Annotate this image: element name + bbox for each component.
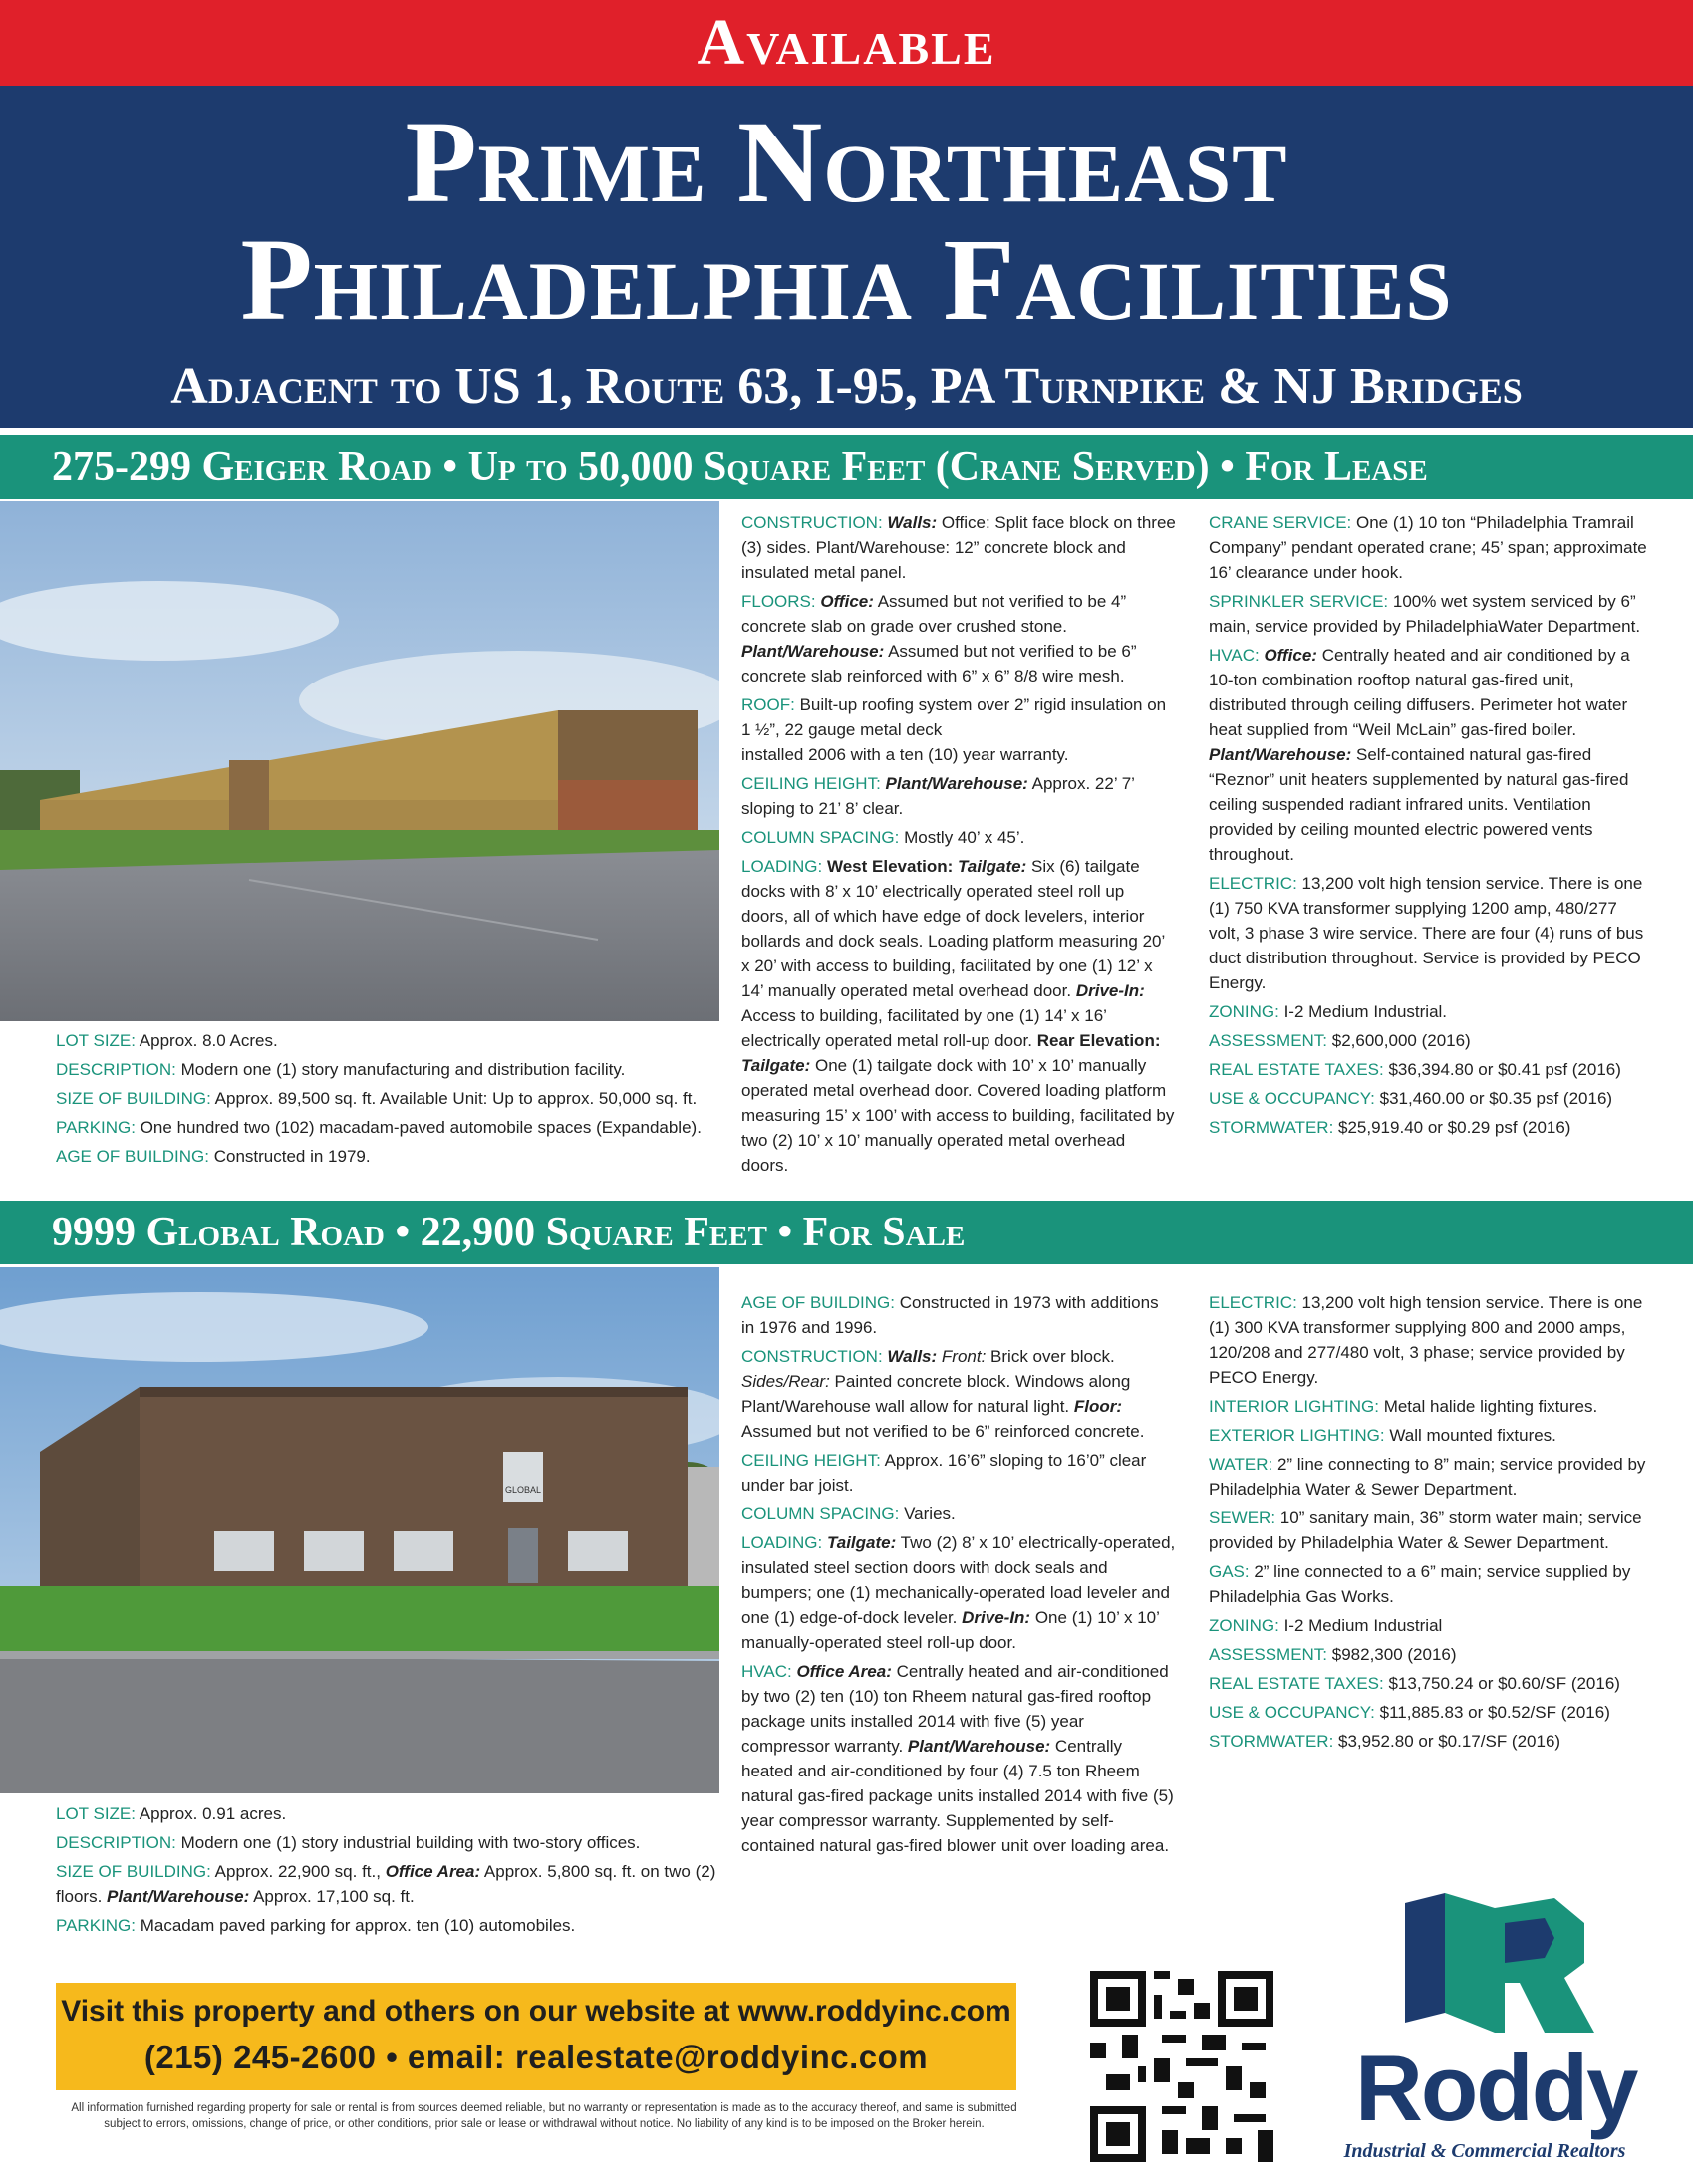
label: CEILING HEIGHT: (741, 774, 881, 793)
title-banner (0, 86, 1693, 428)
p2-electric (1209, 1290, 1647, 1390)
value: Assumed but not verified to be 6” concrete slab reinforced with 6” x 6” 8/8 wire mesh. (741, 642, 1137, 685)
p1-assessment (1209, 1028, 1647, 1053)
label: CEILING HEIGHT: (741, 1451, 881, 1470)
value: Macadam paved parking for approx. ten (10) automobiles. (135, 1916, 576, 1935)
label: ZONING: (1209, 1616, 1279, 1635)
property1-heading: 275-299 Geiger Road • Up to 50,000 Square Feet (Crane Served) • For Lease (52, 444, 1428, 490)
p2-description (56, 1830, 723, 1855)
label: CRANE SERVICE: (1209, 513, 1352, 532)
label: CONSTRUCTION: (741, 513, 883, 532)
value: Approx. 16’6” sloping to 16’0” clear under bar joist. (741, 1451, 1147, 1495)
label: STORMWATER: (1209, 1732, 1334, 1751)
label: AGE OF BUILDING: (56, 1147, 209, 1166)
label: DESCRIPTION: (56, 1060, 176, 1079)
italic-label: Sides/Rear: (741, 1372, 830, 1391)
value: $31,460.00 or $0.35 psf (2016) (1374, 1089, 1613, 1108)
label: ZONING: (1209, 1002, 1279, 1021)
label: ASSESSMENT: (1209, 1031, 1328, 1050)
value: $13,750.24 or $0.60/SF (2016) (1383, 1674, 1620, 1693)
value: Approx. 5,800 sq. ft. on two (2) floors. (56, 1862, 716, 1906)
bold-label: Rear Elevation: (1036, 1031, 1161, 1050)
property2-mid-info (741, 1290, 1176, 1862)
value: 10” sanitary main, 36” storm water main; service provided by Philadelphia Water & Sewer Department. (1209, 1508, 1642, 1552)
value: $2,600,000 (2016) (1327, 1031, 1471, 1050)
label: STORMWATER: (1209, 1118, 1334, 1137)
value: Office: Split face block on three (3) sides. Plant/Warehouse: 12” concrete block and insulated metal panel. (741, 513, 1176, 582)
label: ROOF: (741, 695, 795, 714)
p1-parking (56, 1115, 708, 1140)
value: One hundred two (102) macadam-paved automobile spaces (Expandable). (135, 1118, 702, 1137)
p2-size (56, 1859, 723, 1909)
value: 100% wet system serviced by 6” main, service provided by PhiladelphiaWater Department. (1209, 592, 1641, 636)
bold-label: Plant/Warehouse: (907, 1737, 1051, 1756)
value: I-2 Medium Industrial (1278, 1616, 1443, 1635)
value: $3,952.80 or $0.17/SF (2016) (1333, 1732, 1561, 1751)
value: $25,919.40 or $0.29 psf (2016) (1333, 1118, 1571, 1137)
property2-band (0, 1201, 1693, 1264)
value: 13,200 volt high tension service. There is one (1) 750 KVA transformer supplying 1200 amp, 480/277 volt, 3 phase 3 wire service. There are four (4) runs of bus duct distribution throughout. Service is provided by PECO Energy. (1209, 874, 1644, 992)
value: Modern one (1) story industrial building with two-story offices. (175, 1833, 641, 1852)
value: Assumed but not verified to be 4” concrete slab on grade over crushed stone. (741, 592, 1127, 636)
p1-floors (741, 589, 1176, 688)
p2-gas (1209, 1559, 1647, 1609)
value: $11,885.83 or $0.52/SF (2016) (1374, 1703, 1610, 1722)
logo-name: Roddy (1355, 2036, 1637, 2140)
phone-email[interactable]: (215) 245-2600 • email: realestate@roddyinc.com (143, 2039, 929, 2075)
p2-age (741, 1290, 1176, 1340)
p2-hvac (741, 1659, 1176, 1858)
label: FLOORS: (741, 592, 816, 611)
label: COLUMN SPACING: (741, 1504, 900, 1523)
disclaimer: All information furnished regarding property for sale or rental is from sources deemed reliable, but no warranty or representation is made as to the accuracy thereof, and same is submitted subject to errors, omissions, change of price, or other conditions, prior sale or lease or withdrawal without notice. No liability of any kind is to be imposed on the Broker herein. (71, 2102, 1017, 2130)
logo-tagline: Industrial & Commercial Realtors (1343, 2140, 1626, 2162)
label: HVAC: (1209, 646, 1260, 665)
bold-label: Office: (1264, 646, 1317, 665)
value: One (1) 10’ x 10’ manually-operated steel roll-up door. (741, 1608, 1160, 1652)
value: Approx. 22’ 7’ sloping to 21’ 8’ clear. (741, 774, 1135, 818)
label: EXTERIOR LIGHTING: (1209, 1426, 1385, 1445)
p1-electric (1209, 871, 1647, 995)
title-subtitle: Adjacent to US 1, Route 63, I-95, PA Turnpike & NJ Bridges (170, 358, 1523, 414)
label: LOADING: (741, 1533, 823, 1552)
bold-label: Tailgate: (826, 1533, 897, 1552)
bold-label: Office Area: (796, 1662, 892, 1681)
available-banner (0, 0, 1693, 86)
label: LOT SIZE: (56, 1804, 136, 1823)
bold-label: Tailgate: (958, 857, 1027, 876)
bold-label: West Elevation: (826, 857, 954, 876)
label: PARKING: (56, 1118, 136, 1137)
bold-label: Floor: (1073, 1397, 1123, 1416)
value: Centrally heated and air conditioned by a 10-ton combination rooftop natural gas-fired unit, distributed through ceiling diffusers. Perimeter hot water heat supplied from “Weil McLain” gas-fired boiler. (1209, 646, 1630, 739)
italic-label: Front: (941, 1347, 987, 1366)
label: SPRINKLER SERVICE: (1209, 592, 1389, 611)
value: One (1) tailgate dock with 10’ x 10’ manually operated metal overhead door. Covered loading platform measuring 15’ x 100’ with access to building, facilitated by two (2) 10’ x 10’ manually operated metal overhead doors. (741, 1056, 1175, 1175)
property2-photo (0, 1267, 719, 1793)
bold-label: Tailgate: (741, 1056, 811, 1075)
label: REAL ESTATE TAXES: (1209, 1674, 1384, 1693)
roddy-logo[interactable] (1295, 1883, 1674, 2182)
label: PARKING: (56, 1916, 136, 1935)
p1-loading (741, 854, 1176, 1178)
property1-left-info (56, 1028, 708, 1173)
p1-construction (741, 510, 1176, 585)
bold-label: Drive-In: (1075, 981, 1145, 1000)
value: Metal halide lighting fixtures. (1378, 1397, 1598, 1416)
value: Wall mounted fixtures. (1384, 1426, 1556, 1445)
value: Centrally heated and air-conditioned by four (4) 7.5 ton Rheem natural gas-fired package units installed 2014 with five (5) year compressor warranty. Supplemented by self-contained natural gas-fired blower unit over loading area. (741, 1737, 1174, 1855)
value: Approx. 0.91 acres. (136, 1804, 287, 1823)
value: $36,394.80 or $0.41 psf (2016) (1383, 1060, 1621, 1079)
property1-right-info (1209, 510, 1647, 1144)
bold-label: Plant/Warehouse: (885, 774, 1028, 793)
value: 2” line connecting to 8” main; service provided by Philadelphia Water & Sewer Department. (1209, 1455, 1646, 1499)
label: CONSTRUCTION: (741, 1347, 883, 1366)
bold-label: Walls: (887, 1347, 938, 1366)
value: Centrally heated and air-conditioned by two (2) ten (10) ton Rheem natural gas-fired rooftop package units installed 2014 with five (5) year compressor warranty. (741, 1662, 1169, 1756)
p1-stormwater (1209, 1115, 1647, 1140)
p2-exterior-lighting (1209, 1423, 1647, 1448)
p2-column (741, 1502, 1176, 1526)
bold-label: Walls: (887, 513, 938, 532)
value: Varies. (899, 1504, 956, 1523)
property1-band (0, 435, 1693, 499)
p2-construction (741, 1344, 1176, 1444)
property1-mid-info (741, 510, 1176, 1182)
website-link[interactable]: Visit this property and others on our website at www.roddyinc.com (61, 1995, 1011, 2028)
value: Assumed but not verified to be 6” reinforced concrete. (741, 1422, 1145, 1441)
p2-stormwater (1209, 1729, 1647, 1754)
title-line-1: Prime Northeast (405, 97, 1288, 227)
building-sign: GLOBAL (504, 1485, 542, 1495)
p1-ceiling (741, 771, 1176, 821)
label: DESCRIPTION: (56, 1833, 176, 1852)
p2-parking (56, 1913, 723, 1938)
p1-lot-size (56, 1028, 708, 1053)
value: Mostly 40’ x 45’. (899, 828, 1025, 847)
label: ASSESSMENT: (1209, 1645, 1328, 1664)
p1-sprinkler (1209, 589, 1647, 639)
label: USE & OCCUPANCY: (1209, 1089, 1375, 1108)
p1-age (56, 1144, 708, 1169)
value: Painted concrete block. Windows along Plant/Warehouse wall allow for natural light. (741, 1372, 1131, 1416)
value: 13,200 volt high tension service. There is one (1) 300 KVA transformer supplying 800 and 2000 amps, 120/208 and 277/480 volt, 3 phase; service provided by PECO Energy. (1209, 1293, 1643, 1387)
p2-sewer (1209, 1505, 1647, 1555)
label: SIZE OF BUILDING: (56, 1089, 211, 1108)
property2-right-info (1209, 1290, 1647, 1758)
contact-banner (56, 1983, 1016, 2090)
label: COLUMN SPACING: (741, 828, 900, 847)
p1-column (741, 825, 1176, 850)
label: SEWER: (1209, 1508, 1276, 1527)
p2-water (1209, 1452, 1647, 1502)
value: Approx. 89,500 sq. ft. Available Unit: Up to approx. 50,000 sq. ft. (210, 1089, 698, 1108)
value: Constructed in 1973 with additions in 1976 and 1996. (741, 1293, 1159, 1337)
value: Approx. 17,100 sq. ft. (249, 1887, 415, 1906)
label: HVAC: (741, 1662, 792, 1681)
p2-interior-lighting (1209, 1394, 1647, 1419)
value: Two (2) 8’ x 10’ electrically-operated, insulated steel section doors with dock seals and bumpers; one (1) mechanically-operated load leveler and one (1) edge-of-dock leveler. (741, 1533, 1176, 1627)
value: Access to building, facilitated by one (1) 14’ x 16’ electrically operated metal roll-up door. (741, 1006, 1107, 1050)
label: LOADING: (741, 857, 823, 876)
p1-taxes (1209, 1057, 1647, 1082)
label: USE & OCCUPANCY: (1209, 1703, 1375, 1722)
bold-label: Plant/Warehouse: (741, 642, 885, 661)
label: AGE OF BUILDING: (741, 1293, 895, 1312)
bold-label: Office Area: (385, 1862, 481, 1881)
p2-assessment (1209, 1642, 1647, 1667)
p1-crane (1209, 510, 1647, 585)
value: Built-up roofing system over 2” rigid insulation on 1 ½”, 22 gauge metal deck (741, 695, 1167, 739)
label: WATER: (1209, 1455, 1273, 1474)
value: $982,300 (2016) (1327, 1645, 1457, 1664)
value: 2” line connected to a 6” main; service supplied by Philadelphia Gas Works. (1209, 1562, 1631, 1606)
p2-loading (741, 1530, 1176, 1655)
p2-taxes (1209, 1671, 1647, 1696)
p2-zoning (1209, 1613, 1647, 1638)
label: GAS: (1209, 1562, 1250, 1581)
bold-label: Drive-In: (962, 1608, 1031, 1627)
property2-heading: 9999 Global Road • 22,900 Square Feet • For Sale (52, 1210, 966, 1255)
value: Approx. 8.0 Acres. (136, 1031, 278, 1050)
value: Modern one (1) story manufacturing and distribution facility. (175, 1060, 626, 1079)
value: Constructed in 1979. (208, 1147, 371, 1166)
value: installed 2006 with a ten (10) year warranty. (741, 745, 1069, 764)
p2-ceiling (741, 1448, 1176, 1498)
property1-photo (0, 501, 719, 1021)
available-heading: Available (697, 6, 996, 79)
p2-lot-size (56, 1801, 723, 1826)
value: Six (6) tailgate docks with 8’ x 10’ electrically operated steel roll up doors, all of which have edge of dock levelers, interior bollards and dock seals. Loading platform measuring 20’ x 20’ with access to building, facilitated by one (1) 12’ x 14’ manually operated metal overhead door. (741, 857, 1165, 1000)
label: LOT SIZE: (56, 1031, 136, 1050)
value: Brick over block. (986, 1347, 1115, 1366)
bold-label: Plant/Warehouse: (107, 1887, 250, 1906)
p1-size (56, 1086, 708, 1111)
bold-label: Plant/Warehouse: (1209, 745, 1352, 764)
property2-left-info (56, 1801, 723, 1942)
value: Self-contained natural gas-fired “Reznor” unit heaters supplemented by natural gas-fired ceiling suspended radiant infrared units. Ventilation provided by ceiling mounted electric powered vents throughout. (1209, 745, 1629, 864)
label: INTERIOR LIGHTING: (1209, 1397, 1379, 1416)
label: ELECTRIC: (1209, 1293, 1297, 1312)
title-line-2: Philadelphia Facilities (240, 214, 1453, 345)
label: REAL ESTATE TAXES: (1209, 1060, 1384, 1079)
value: One (1) 10 ton “Philadelphia Tramrail Company” pendant operated crane; 45’ span; approximate 16’ clearance under hook. (1209, 513, 1647, 582)
p1-hvac (1209, 643, 1647, 867)
value: Approx. 22,900 sq. ft., (210, 1862, 381, 1881)
label: SIZE OF BUILDING: (56, 1862, 211, 1881)
qr-code-icon[interactable] (1090, 1971, 1273, 2162)
label: ELECTRIC: (1209, 874, 1297, 893)
p2-use-occupancy (1209, 1700, 1647, 1725)
p1-zoning (1209, 999, 1647, 1024)
p1-description (56, 1057, 708, 1082)
p1-use-occupancy (1209, 1086, 1647, 1111)
p1-roof (741, 692, 1176, 767)
value: I-2 Medium Industrial. (1278, 1002, 1448, 1021)
bold-label: Office: (820, 592, 874, 611)
